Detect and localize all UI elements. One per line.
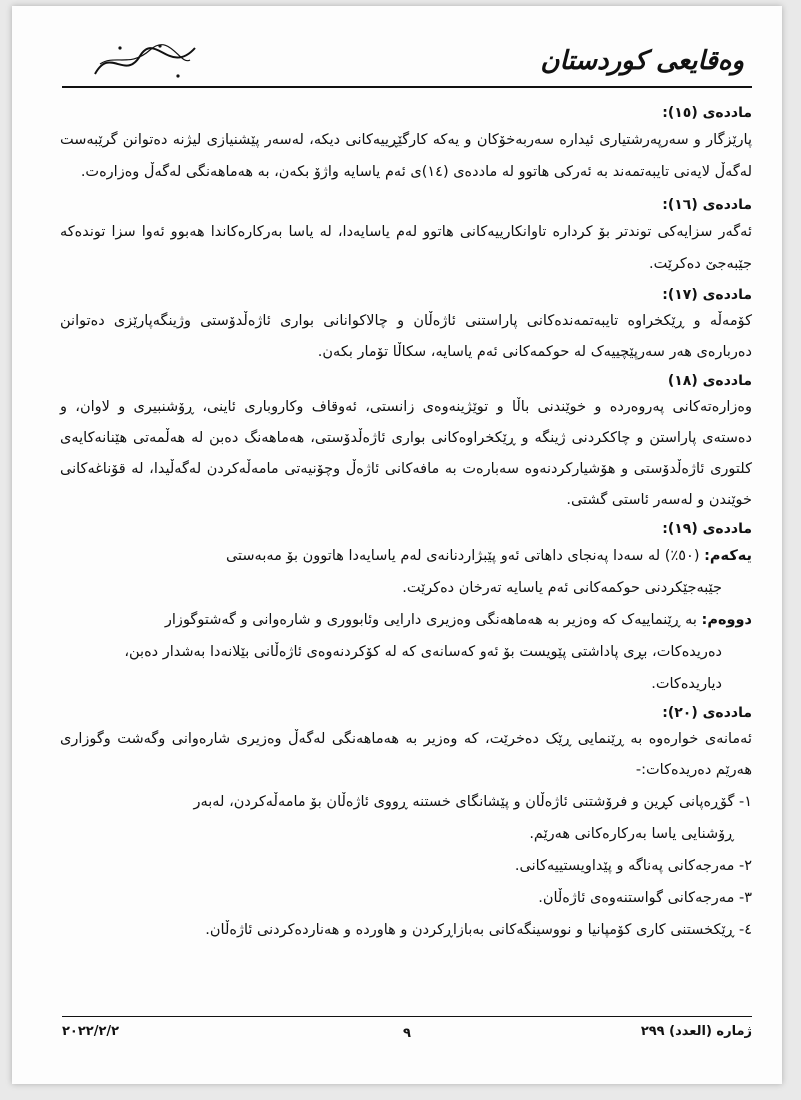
list-item-text: ٢- مەرجەکانی پەناگە و پێداویستییەکانی. <box>514 858 752 874</box>
gazette-title: وەقایعی کوردستان <box>540 46 744 76</box>
article-heading: ماددەی (١٧): <box>662 287 752 303</box>
document-body <box>60 102 752 946</box>
item-text-continued: جێبەجێکردنی حوکمەکانی ئەم یاسایە تەرخان دەکرێت. <box>402 580 722 596</box>
item-label: یەکەم: <box>704 548 752 564</box>
document-page <box>12 6 782 1084</box>
list-item-text: ٤- ڕێکخستنی کاری کۆمپانیا و نووسینگەکانی بەبازاڕکردن و هاوردە و هەناردەکردنی ئاژەڵان. <box>205 922 752 938</box>
article-heading: ماددەی (٢٠): <box>662 705 752 721</box>
page-number: ٩ <box>403 1026 411 1041</box>
item-label: دووەم: <box>701 612 752 628</box>
page-footer <box>62 1024 752 1046</box>
list-item <box>60 914 752 946</box>
list-item-text-continued: ڕۆشنایی یاسا بەرکارەکانی هەرێم. <box>529 826 734 842</box>
article-heading: ماددەی (١٥): <box>662 105 752 121</box>
article-paragraph: ئەگەر سزایەکی توندتر بۆ کردارە تاوانکارییەکانی هاتوو لەم یاسایەدا، لە یاسا بەرکارەکاندا هەبوو ئەوا سزا توندەکە جێبەجێ دەکرێت. <box>60 224 752 272</box>
article-item <box>60 604 752 700</box>
list-item-text: ١- گۆڕەپانی کڕین و فرۆشتنی ئاژەڵان و پێشانگای خستنە ڕووی ئاژەڵان بۆ مامەڵەکردن، لەبەر <box>193 794 752 810</box>
issue-date: ٢٠٢٢/٢/٢ <box>62 1024 120 1039</box>
item-text-continued: دەریدەکات، بڕی پاداشتی پێویست بۆ ئەو کەسانەی کە لە کۆکردنەوەی ئاژەڵانی بێلانەدا بەشدار دەبن، دیاریدەکات. <box>124 644 722 692</box>
article-item <box>60 540 752 604</box>
article-paragraph: وەزارەتەکانی پەروەردە و خوێندنی باڵا و توێژینەوەی زانستی، ئەوقاف وکاروباری ئاینی، ڕۆشنبیری و لاوان، و دەستەی پاراستن و چاککردنی ژینگە و ڕێکخراوەکانی بواری ئاژەڵدۆستی، هەماهەنگ دەبن لە هەڵمەتی هێنانەکایەی کلتوری ئاژەڵدۆستی و هۆشیارکردنەوە سەبارەت بە مافەکانی ئاژەڵ وچۆنیەتی مامەڵەکردن لەگەڵیدا، لە قۆناغەکانی خوێندن و لەسەر ئاستی گشتی. <box>60 399 752 508</box>
article-paragraph: کۆمەڵە و ڕێکخراوە تایبەتمەندەکانی پاراستنی ئاژەڵان و چالاکوانانی بواری ئاژەڵدۆستی وژینگەپارێزی دەتوانن دەربارەی هەر سەرپێچییەک لە حوکمەکانی ئەم یاسایە، سکاڵا تۆمار بکەن. <box>60 313 752 360</box>
footer-divider <box>62 1016 752 1017</box>
article-heading: ماددەی (١٦): <box>662 197 752 213</box>
header-divider <box>62 86 752 88</box>
list-item-text: ٣- مەرجەکانی گواستنەوەی ئاژەڵان. <box>538 890 752 906</box>
article-paragraph: پارێزگار و سەرپەرشتیاری ئیدارە سەربەخۆکان و یەکە کارگێڕییەکانی دیکە، لەسەر پێشنیازی لیژنە دەتوانن گرێبەست لەگەڵ لایەنی تایبەتمەند بە ئەرکی هاتوو لە ماددەی (١٤)ی ئەم یاسایە واژۆ بکەن، بە هەماهەنگی لەگەڵ وەزارەت. <box>60 132 752 180</box>
gazette-logo <box>90 36 200 86</box>
item-text: بە ڕێنماییەک کە وەزیر بە هەماهەنگی وەزیری دارایی وئابووری و شارەوانی و گەشتوگوزار <box>164 612 697 628</box>
article-heading: ماددەی (١٩): <box>662 521 752 537</box>
list-item <box>60 786 752 850</box>
item-text: (٥٠٪) لە سەدا پەنجای داهاتی ئەو پێبژاردنانەی لەم یاسایەدا هاتوون بۆ مەبەستی <box>225 548 700 564</box>
calligraphy-logo-icon <box>90 36 200 86</box>
issue-number: ژمارە (العدد) ٢٩٩ <box>640 1024 752 1039</box>
article-heading: ماددەی (١٨) <box>667 373 752 389</box>
list-item <box>60 882 752 914</box>
list-item <box>60 850 752 882</box>
article-paragraph: ئەمانەی خوارەوە بە ڕێنمایی ڕێک دەخرێت، کە وەزیر بە هەماهەنگی لەگەڵ وەزیری شارەوانی وگەشت وگوزاری هەرێم دەریدەکات:- <box>60 731 752 778</box>
